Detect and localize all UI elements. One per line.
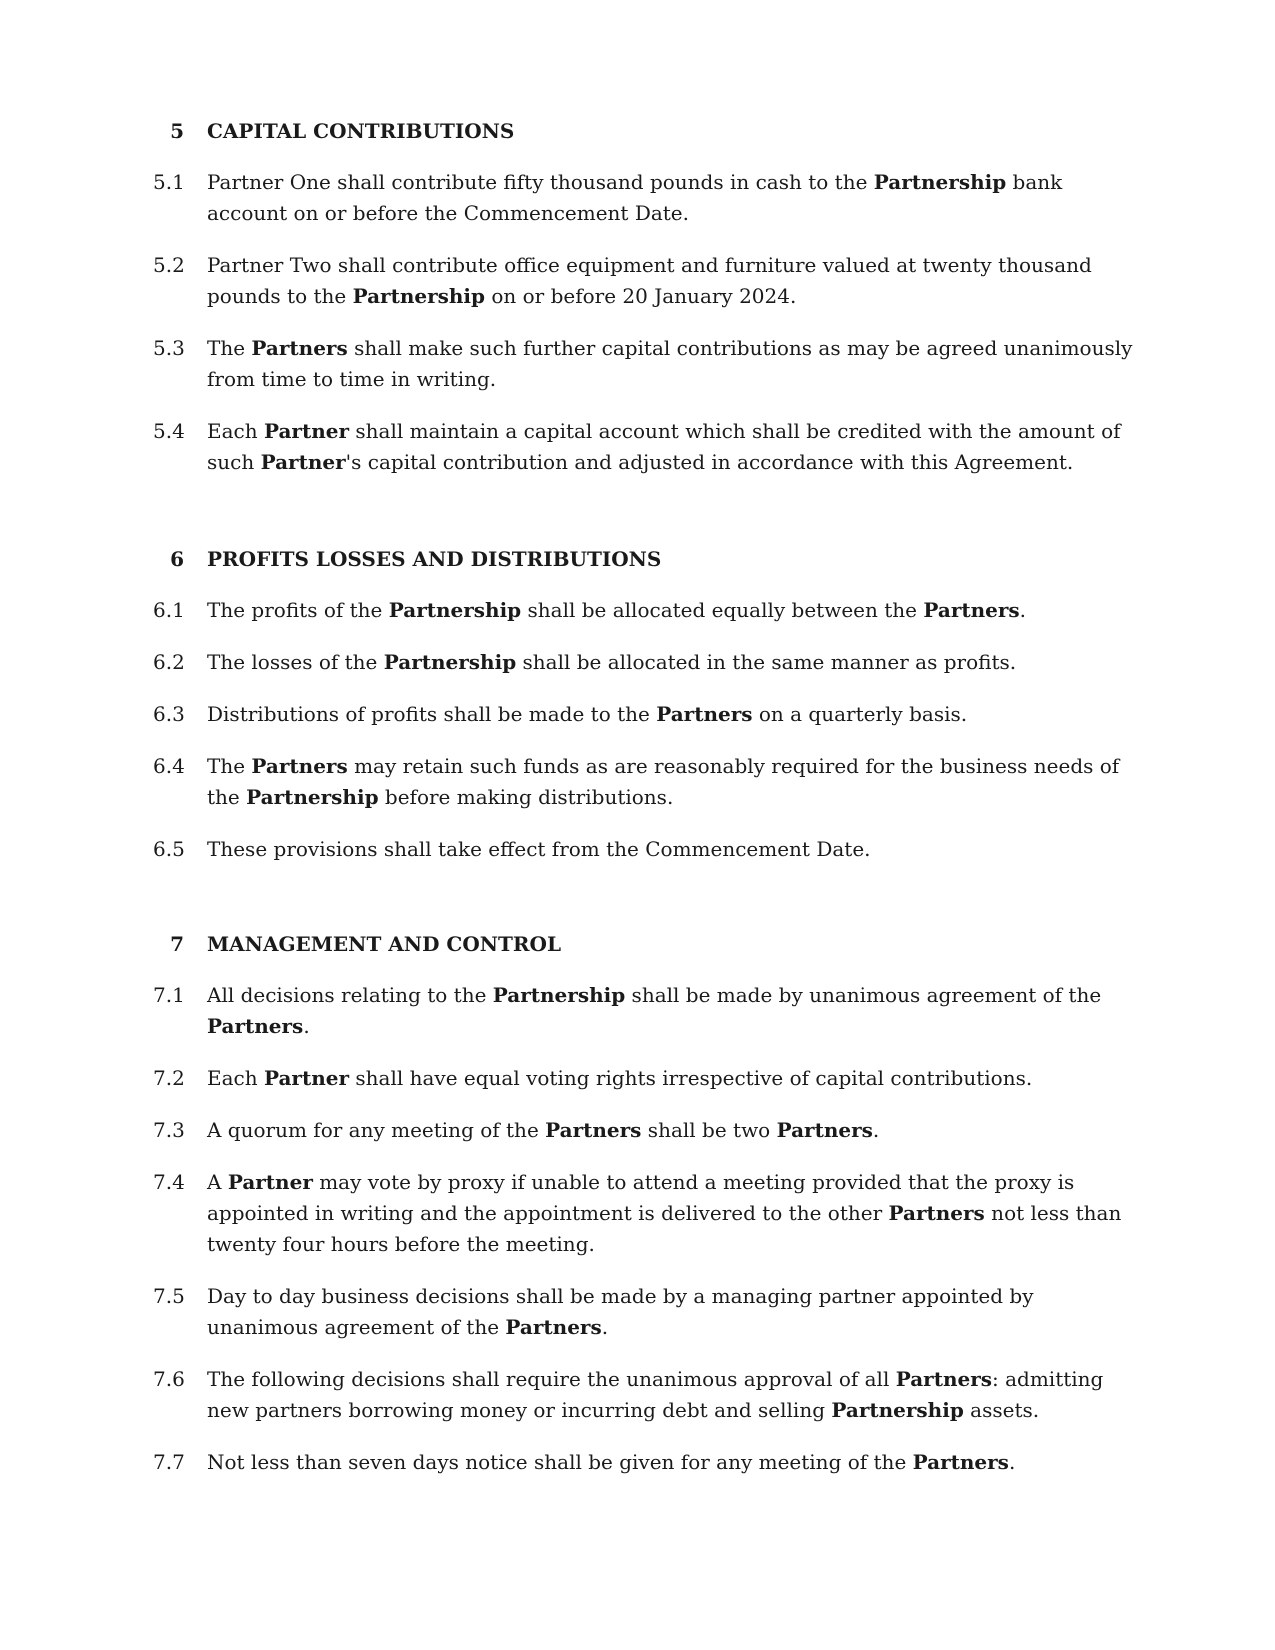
defined-term: Partners: [912, 1450, 1009, 1474]
clause-number: 7.7: [153, 1450, 185, 1474]
clause: [0, 1447, 1275, 1478]
clause-text: [207, 834, 1137, 865]
clause-text-segment: before making distributions.: [378, 785, 674, 809]
clause-number: 6.2: [153, 650, 185, 674]
clause-number: 7.2: [153, 1066, 185, 1090]
defined-term: Partner: [227, 1170, 313, 1194]
section-heading: [0, 544, 1275, 574]
clause-text-segment: The: [207, 754, 252, 778]
section-heading: [0, 929, 1275, 959]
defined-term: Partner: [263, 419, 350, 443]
clause-number: 5.3: [153, 336, 185, 360]
clause-number: 7.1: [153, 983, 185, 1007]
section-number: 6: [170, 547, 184, 571]
defined-term: Partnership: [873, 170, 1007, 194]
clause-text-segment: shall be allocated equally between the: [521, 598, 924, 622]
clause-text-segment: .: [1019, 598, 1027, 622]
clause-text: [207, 595, 1137, 626]
clause-text-segment: Distributions of profits shall be made to the: [207, 702, 657, 726]
defined-term: Partner: [263, 1066, 350, 1090]
clause-text-segment: The: [207, 336, 252, 360]
clause-number: 5.1: [153, 170, 185, 194]
clause-text-segment: shall be made by unanimous agreement of the: [625, 983, 1102, 1007]
clause-text-segment: : admitting new partners borrowing money or incurring debt and selling: [207, 1367, 1104, 1422]
defined-term: Partnership: [388, 598, 522, 622]
defined-term: Partners: [251, 336, 348, 360]
defined-term: Partners: [505, 1315, 602, 1339]
clause-text-segment: A: [207, 1170, 228, 1194]
clause-text-segment: Not less than seven days notice shall be given for any meeting of the: [207, 1450, 913, 1474]
clause-text-segment: shall be two: [641, 1118, 777, 1142]
clause: [0, 333, 1275, 395]
defined-term: Partners: [895, 1367, 993, 1391]
clause: [0, 751, 1275, 813]
clause-text-segment: A quorum for any meeting of the: [207, 1118, 546, 1142]
clause-number: 6.1: [153, 598, 185, 622]
clause-text: [207, 647, 1137, 678]
clause: [0, 167, 1275, 229]
clause-text-segment: 's capital contribution and adjusted in accordance with this Agreement.: [345, 450, 1074, 474]
clause-text: [207, 250, 1137, 312]
clause-number: 7.4: [153, 1170, 185, 1194]
defined-term: Partnership: [383, 650, 517, 674]
clause-text: [207, 1115, 1137, 1146]
clause: [0, 834, 1275, 865]
clause-text: [207, 167, 1137, 229]
clause-text: [207, 1167, 1137, 1260]
clause-text-segment: All decisions relating to the: [207, 983, 493, 1007]
clause-text-segment: Partner Two shall contribute office equipment and furniture valued at twenty thousand pounds to the: [207, 253, 1092, 308]
clause-number: 6.3: [153, 702, 185, 726]
clause-text-segment: assets.: [963, 1398, 1040, 1422]
clause-text-segment: on a quarterly basis.: [752, 702, 968, 726]
defined-term: Partners: [545, 1118, 642, 1142]
clause-text: [207, 333, 1137, 395]
clause-text: [207, 751, 1137, 813]
defined-term: Partnership: [831, 1398, 964, 1422]
clause-text-segment: may vote by proxy if unable to attend a meeting provided that the proxy is appointed in writing and the appointment is delivered to the other: [207, 1170, 1075, 1225]
section-5: [0, 116, 1275, 478]
clause-text-segment: Each: [207, 1066, 264, 1090]
defined-term: Partnership: [492, 983, 626, 1007]
defined-term: Partners: [251, 754, 348, 778]
clause-number: 6.4: [153, 754, 185, 778]
defined-term: Partners: [888, 1201, 985, 1225]
defined-term: Partners: [207, 1014, 304, 1038]
clause-text-segment: shall make such further capital contributions as may be agreed unanimously from time to time in writing.: [207, 336, 1133, 391]
clause: [0, 416, 1275, 478]
defined-term: Partnership: [246, 785, 379, 809]
section-6: [0, 544, 1275, 865]
clause-number: 6.5: [153, 837, 185, 861]
clause-text-segment: shall have equal voting rights irrespective of capital contributions.: [349, 1066, 1033, 1090]
clause: [0, 699, 1275, 730]
clause: [0, 1167, 1275, 1260]
section-title: PROFITS LOSSES AND DISTRIBUTIONS: [207, 547, 662, 571]
clause: [0, 1281, 1275, 1343]
clause-text: [207, 1063, 1137, 1094]
clause-text-segment: The losses of the: [207, 650, 384, 674]
clause-number: 7.5: [153, 1284, 185, 1308]
defined-term: Partnership: [352, 284, 485, 308]
clause-text: [207, 699, 1137, 730]
defined-term: Partners: [776, 1118, 873, 1142]
clause-text-segment: bank account on or before the Commencement Date.: [207, 170, 1063, 225]
clause-text-segment: Partner One shall contribute fifty thousand pounds in cash to the: [207, 170, 874, 194]
clause-text: [207, 1447, 1137, 1478]
clause-text-segment: shall be allocated in the same manner as profits.: [516, 650, 1017, 674]
clause: [0, 647, 1275, 678]
defined-term: Partner: [260, 450, 346, 474]
clause-text-segment: .: [1008, 1450, 1016, 1474]
clause: [0, 250, 1275, 312]
defined-term: Partners: [923, 598, 1020, 622]
clause-text: [207, 416, 1137, 478]
clause-number: 5.2: [153, 253, 185, 277]
clause: [0, 980, 1275, 1042]
clause: [0, 1115, 1275, 1146]
clause-number: 5.4: [153, 419, 185, 443]
clause-text: [207, 980, 1137, 1042]
section-title: MANAGEMENT AND CONTROL: [207, 932, 562, 956]
clause: [0, 1063, 1275, 1094]
clause: [0, 1364, 1275, 1426]
clause-text-segment: These provisions shall take effect from the Commencement Date.: [207, 837, 871, 861]
clause-text-segment: Each: [207, 419, 264, 443]
defined-term: Partners: [656, 702, 753, 726]
section-title: CAPITAL CONTRIBUTIONS: [207, 119, 515, 143]
clause-text-segment: The profits of the: [207, 598, 389, 622]
clause-text-segment: shall maintain a capital account which shall be credited with the amount of such: [207, 419, 1121, 474]
clause-text-segment: Day to day business decisions shall be made by a managing partner appointed by unanimous agreement of the: [207, 1284, 1034, 1339]
section-number: 7: [170, 932, 184, 956]
section-number: 5: [170, 119, 184, 143]
section-7: [0, 929, 1275, 1478]
clause-text: [207, 1281, 1137, 1343]
clause: [0, 595, 1275, 626]
clause-text-segment: not less than twenty four hours before the meeting.: [207, 1201, 1122, 1256]
clause-text-segment: The following decisions shall require the unanimous approval of all: [207, 1367, 896, 1391]
clause-number: 7.3: [153, 1118, 185, 1142]
clause-text-segment: .: [601, 1315, 609, 1339]
clause-text-segment: on or before 20 January 2024.: [485, 284, 797, 308]
clause-text-segment: may retain such funds as are reasonably required for the business needs of the: [207, 754, 1120, 809]
section-heading: [0, 116, 1275, 146]
clause-number: 7.6: [153, 1367, 185, 1391]
clause-text-segment: .: [872, 1118, 880, 1142]
clause-text: [207, 1364, 1137, 1426]
clause-text-segment: .: [303, 1014, 310, 1038]
